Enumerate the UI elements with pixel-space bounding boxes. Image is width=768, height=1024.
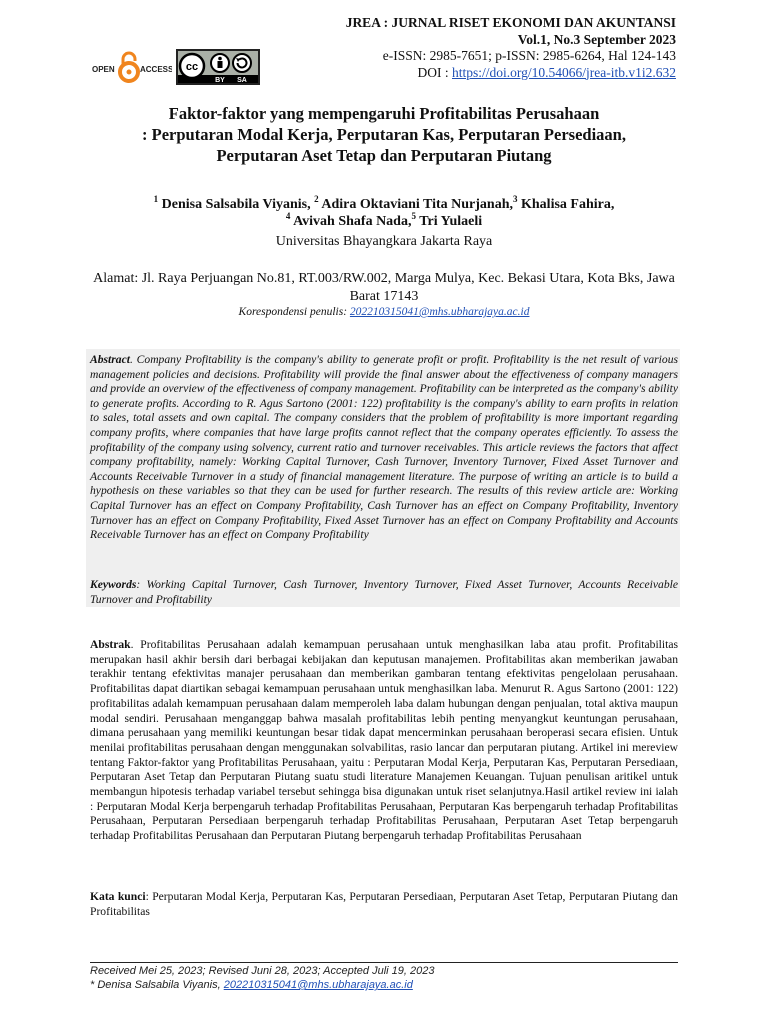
abstract-id — [90, 638, 678, 844]
journal-name: JREA : JURNAL RISET EKONOMI DAN AKUNTANSI — [345, 15, 676, 30]
abstract-id-text: . Profitabilitas Perusahaan adalah kemampuan perusahaan untuk menghasilkan laba atau profit. Profitabilitas merupakan hasil akhir bersih dari berbagai kebijakan dan keputusan manajemen. Profitabilitas akan memberikan jawaban terakhir tentang efektivitas manajer perusahaan dan memberikan gambaran tentang efektivitas pengelolaan perusahaan. Profitabilitas dapat diartikan sebagai kemampuan perusahaan untuk menghasilkan laba. Menurut R. Agus Sartono (2001: 122) profitabilitas adalah kemampuan perusahaan dalam memperoleh laba dalam hubungan dengan penjualan, total aktiva maupun modal sendiri. Perusahaan menganggap bahwa masalah profitabilitas lebih penting menyangkut keuntungan perusahaan, dimana perusahaan yang memiliki keuntungan besar tidak dapat mencerminkan perusahaan beroperasi secara efisien. Untuk menilai profitabilitas perusahaan dengan menggunakan solvabilitas, rasio lancar dan perputaran piutang. Artikel ini mereview tentang Faktor-faktor yang Profitabilitas Perusahaan, yaitu : Perputaran Modal Kerja, Perputaran Kas, Perputaran Persediaan, Perputaran Aset Tetap dan Perputaran Piutang suatu studi literature Manajemen Keuangan. Tujuan penulisan aritikel untuk membangun hipotesis terhadap variabel tersebut sehingga bisa digunakan untuk riset selanjutnya.Hasil artikel review ini ialah : Perputaran Modal Kerja berpengaruh terhadap Profitabilitas Perusahaan, Perputaran Kas berpengaruh terhadap Profitabilitas Perusahaan, Perputaran Persediaan berpengaruh terhadap Profitabilitas Perusahaan, Perputaran Aset Tetap berpengaruh terhadap Profitabilitas Perusahaan dan Perputaran Piutang berpengaruh terhadap Profitabilitas Perusahaan — [90, 638, 678, 843]
correspondence — [70, 306, 698, 318]
received-dates: Received Mei 25, 2023; Revised Juni 28, 2023; Accepted Juli 19, 2023 — [90, 965, 435, 977]
abstract-en — [90, 353, 678, 543]
abstract-id-label: Abstrak — [90, 638, 131, 651]
author-name: Khalisa Fahira, — [521, 197, 615, 212]
open-lock-icon — [120, 53, 138, 81]
keywords-en-text: : Working Capital Turnover, Cash Turnover, Inventory Turnover, Fixed Asset Turnover, Accounts Receivable Turnover and Profitability — [90, 578, 678, 606]
open-access-right-text: ACCESS — [140, 65, 172, 74]
title-line: Faktor-faktor yang mempengaruhi Profitabilitas Perusahaan — [168, 104, 600, 123]
author-list — [70, 196, 698, 230]
keywords-id-text: : Perputaran Modal Kerja, Perputaran Kas, Perputaran Persediaan, Perputaran Aset Tetap, Perputaran Piutang dan Profitabilitas — [90, 890, 678, 918]
cc-sa-label: SA — [237, 77, 247, 83]
author-sup: 4 — [285, 211, 291, 221]
title-line: : Perputaran Modal Kerja, Perputaran Kas, Perputaran Persediaan, — [142, 125, 626, 144]
open-access-logo — [92, 50, 172, 86]
affiliation: Universitas Bhayangkara Jakarta Raya — [275, 234, 493, 249]
abstract-en-text: . Company Profitability is the company's ability to generate profit or profit. Profitability is the net result of various management policies and decisions. Profitability will provide the final answer about the effectiveness of company managers and provide an overview of the effectiveness of company management. Profitability can be interpreted as the company's ability to generate profits. According to R. Agus Sartono (2001: 122) profitability is the company's ability to earn profits in relation to sales, total assets and own capital. The company considers that the problem of profitability is more important regarding company profits, where companies that have large profits cannot reflect that the company operates efficiently. To assess the profitability of the company using solvency, current ratio and turnover receivables. This article reviews the factors that affect company profitability, namely: Working Capital Turnover, Cash Turnover, Inventory Turnover, Fixed Asset Turnover and Accounts Receivable Turnover in a study of financial management literature. The purpose of writing an article is to build a hypothesis on these variables so that they can be used for further research. The results of this review article are: Working Capital Turnover has an effect on Company Profitability, Cash Turnover has an effect on Company Profitability, Inventory Turnover has an effect on Company Profitability, Fixed Asset Turnover has an effect on Company Profitability and Accounts Receivable Turnover has an effect on Company Profitability — [90, 353, 678, 542]
keywords-en-label: Keywords — [90, 578, 137, 591]
title-line: Perputaran Aset Tetap dan Perputaran Piutang — [216, 146, 552, 165]
author-name: Tri Yulaeli — [419, 214, 483, 229]
journal-issn: e-ISSN: 2985-7651; p-ISSN: 2985-6264, Hal 124-143 — [382, 48, 676, 63]
footer-divider — [90, 962, 678, 963]
author-sup: 2 — [314, 194, 319, 204]
share-alike-icon — [233, 54, 251, 72]
abstract-en-label: Abstract — [90, 353, 130, 366]
paper-title — [70, 103, 698, 166]
correspondence-label: Korespondensi penulis: — [238, 306, 350, 318]
creative-commons-icon — [180, 54, 204, 78]
keywords-id — [90, 889, 678, 919]
footer-author-name: * Denisa Salsabila Viyanis, — [90, 979, 224, 991]
attribution-icon — [211, 54, 229, 72]
correspondence-email-link[interactable]: 202210315041@mhs.ubharajaya.ac.id — [349, 306, 530, 318]
author-sup: 5 — [411, 211, 416, 221]
address: Alamat: Jl. Raya Perjuangan No.81, RT.003/RW.002, Marga Mulya, Kec. Bekasi Utara, Kota Bks, Jawa Barat 17143 — [93, 271, 675, 304]
footer-author — [90, 978, 678, 992]
footer — [90, 964, 678, 992]
keywords-en — [90, 577, 678, 607]
doi-link[interactable]: https://doi.org/10.54066/jrea-itb.v1i2.632 — [452, 64, 676, 80]
open-access-left-text: OPEN — [92, 65, 115, 74]
author-name: Avivah Shafa Nada, — [293, 214, 412, 229]
cc-by-sa-badge — [176, 49, 260, 85]
author-sup: 1 — [153, 194, 159, 204]
author-name: Denisa Salsabila Viyanis, — [161, 197, 311, 212]
journal-doi — [256, 65, 676, 82]
keywords-id-label: Kata kunci — [90, 890, 146, 903]
author-sup: 3 — [513, 194, 518, 204]
svg-text:cc: cc — [185, 61, 199, 73]
author-line-2 — [70, 213, 698, 230]
journal-volume: Vol.1, No.3 September 2023 — [517, 31, 676, 47]
cc-by-label: BY — [215, 77, 225, 83]
footer-email-link[interactable]: 202210315041@mhs.ubharajaya.ac.id — [223, 979, 413, 991]
author-name: Adira Oktaviani Tita Nurjanah, — [321, 197, 513, 212]
doi-label: DOI : — [417, 64, 452, 80]
author-line-1 — [70, 196, 698, 213]
journal-header — [256, 15, 676, 81]
